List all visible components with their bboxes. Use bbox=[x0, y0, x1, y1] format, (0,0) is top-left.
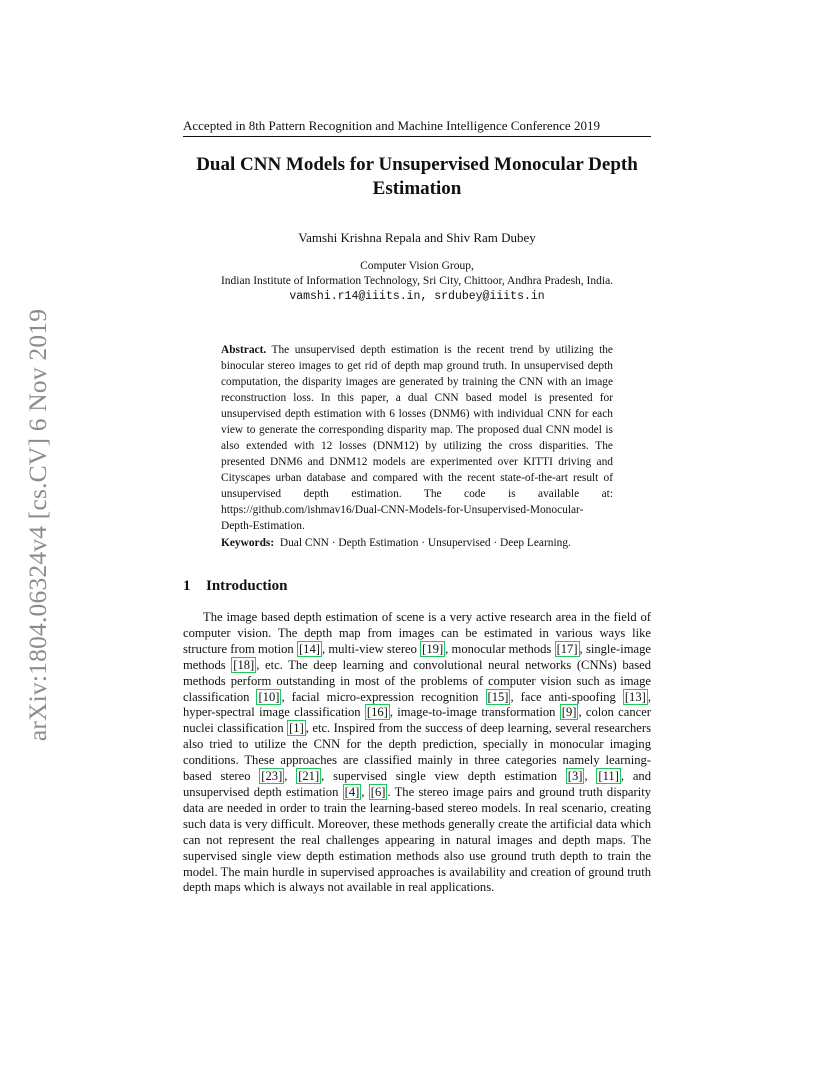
citation-link[interactable]: [19] bbox=[422, 641, 444, 656]
citation-link[interactable]: [23] bbox=[261, 769, 283, 784]
introduction-body bbox=[183, 610, 651, 896]
text-run: , bbox=[361, 784, 369, 799]
citation-link[interactable]: [11] bbox=[598, 769, 619, 784]
citation-link[interactable]: [21] bbox=[298, 769, 320, 784]
paper-title: Dual CNN Models for Unsupervised Monocular Depth Estimation bbox=[196, 154, 638, 199]
header-rule bbox=[183, 136, 651, 137]
citation-link[interactable]: [3] bbox=[567, 769, 583, 784]
citation-link[interactable]: [16] bbox=[366, 705, 388, 720]
author-list: Vamshi Krishna Repala and Shiv Ram Dubey bbox=[298, 230, 536, 245]
text-run: The image based depth estimation of scene is a very active research area in the field of computer vision. The depth map from images can be estimated in various ways like structure from motion bbox=[183, 610, 651, 656]
section-title: Introduction bbox=[206, 578, 288, 594]
keywords-label: Keywords: bbox=[221, 537, 275, 549]
text-run: , bbox=[284, 769, 297, 784]
affiliation-block bbox=[150, 259, 684, 304]
citation-link[interactable]: [17] bbox=[556, 641, 578, 656]
text-run: , face anti-spoofing bbox=[510, 689, 623, 704]
text-run: , multi-view stereo bbox=[321, 641, 421, 656]
keywords bbox=[221, 535, 613, 551]
citation-link[interactable]: [6] bbox=[370, 784, 386, 799]
author-emails: vamshi.r14@iiits.in, srdubey@iiits.in bbox=[289, 290, 545, 303]
citation-link[interactable]: [18] bbox=[233, 657, 255, 672]
affiliation-group: Computer Vision Group, bbox=[360, 260, 474, 272]
citation-link[interactable]: [9] bbox=[561, 705, 577, 720]
keywords-text: Dual CNN · Depth Estimation · Unsupervised · Deep Learning. bbox=[279, 537, 571, 549]
arxiv-id: arXiv:1804.06324v4 [cs.CV] 6 Nov 2019 bbox=[23, 308, 52, 742]
text-run: , etc. Inspired from the success of deep learning, several researchers also tried to utilize the CNN for the depth prediction, specially in monocular imaging conditions. These approaches are classified mainly in three categories namely learning-based stereo bbox=[183, 721, 651, 784]
text-run: , hyper-spectral image classification bbox=[183, 689, 651, 720]
abstract-label: Abstract. bbox=[221, 344, 267, 356]
text-run: , monocular methods bbox=[445, 641, 555, 656]
text-run: , colon cancer nuclei classification bbox=[183, 705, 651, 736]
text-run: , supervised single view depth estimation bbox=[321, 769, 566, 784]
citation-link[interactable]: [4] bbox=[344, 784, 360, 799]
text-run: , image-to-image transformation bbox=[389, 705, 560, 720]
running-header: Accepted in 8th Pattern Recognition and Machine Intelligence Conference 2019 bbox=[183, 118, 600, 133]
citation-link[interactable]: [13] bbox=[624, 689, 646, 704]
section-heading-introduction bbox=[183, 576, 651, 596]
text-run: , facial micro-expression recognition bbox=[281, 689, 486, 704]
affiliation-institute: Indian Institute of Information Technology, Sri City, Chittoor, Andhra Pradesh, India. bbox=[220, 275, 614, 287]
text-run: . The stereo image pairs and ground truth disparity data are needed in order to train the learning-based stereo models. In real scenario, creating such data is very difficult. Moreover, these methods generally create the artificial data which can not represent the real challenges appearing in natural images and depth maps. The supervised single view depth estimation methods also use ground truth depth to train the model. The main hurdle in supervised approaches is availability and creation of ground truth depth maps which is always not available in real applications. bbox=[183, 784, 651, 895]
citation-link[interactable]: [14] bbox=[298, 641, 320, 656]
citation-link[interactable]: [15] bbox=[487, 689, 509, 704]
section-number: 1 bbox=[183, 578, 191, 594]
text-run: , bbox=[584, 769, 597, 784]
text-run: , etc. The deep learning and convolutional neural networks (CNNs) based methods perform outstanding in most of the problems of computer vision such as image classification bbox=[183, 657, 651, 704]
citation-link[interactable]: [10] bbox=[258, 689, 280, 704]
abstract bbox=[221, 342, 613, 534]
arxiv-identifier-stamp bbox=[18, 290, 58, 760]
introduction-paragraph bbox=[183, 610, 651, 896]
citation-link[interactable]: [1] bbox=[289, 721, 304, 736]
abstract-text: The unsupervised depth estimation is the recent trend by utilizing the binocular stereo images to get rid of depth map ground truth. In unsupervised depth computation, the disparity images are generated by training the CNN with an image reconstruction loss. In this paper, a dual CNN based model is presented for unsupervised depth estimation with 6 losses (DNM6) with individual CNN for each view to generate the corresponding disparity map. The proposed dual CNN model is also extended with 12 losses (DNM12) by utilizing the cross disparities. The presented DNM6 and DNM12 models are experimented over KITTI driving and Cityscapes urban database and compared with the recent state-of-the-art result of unsupervised depth estimation. The code is available at: https://github.com/ishmav16/Dual-CNN-Models-for-Unsupervised-Monocular-Depth-Estimation. bbox=[221, 344, 613, 532]
text-run: , and unsupervised depth estimation bbox=[183, 769, 652, 799]
text-run: , single-image methods bbox=[183, 641, 651, 672]
